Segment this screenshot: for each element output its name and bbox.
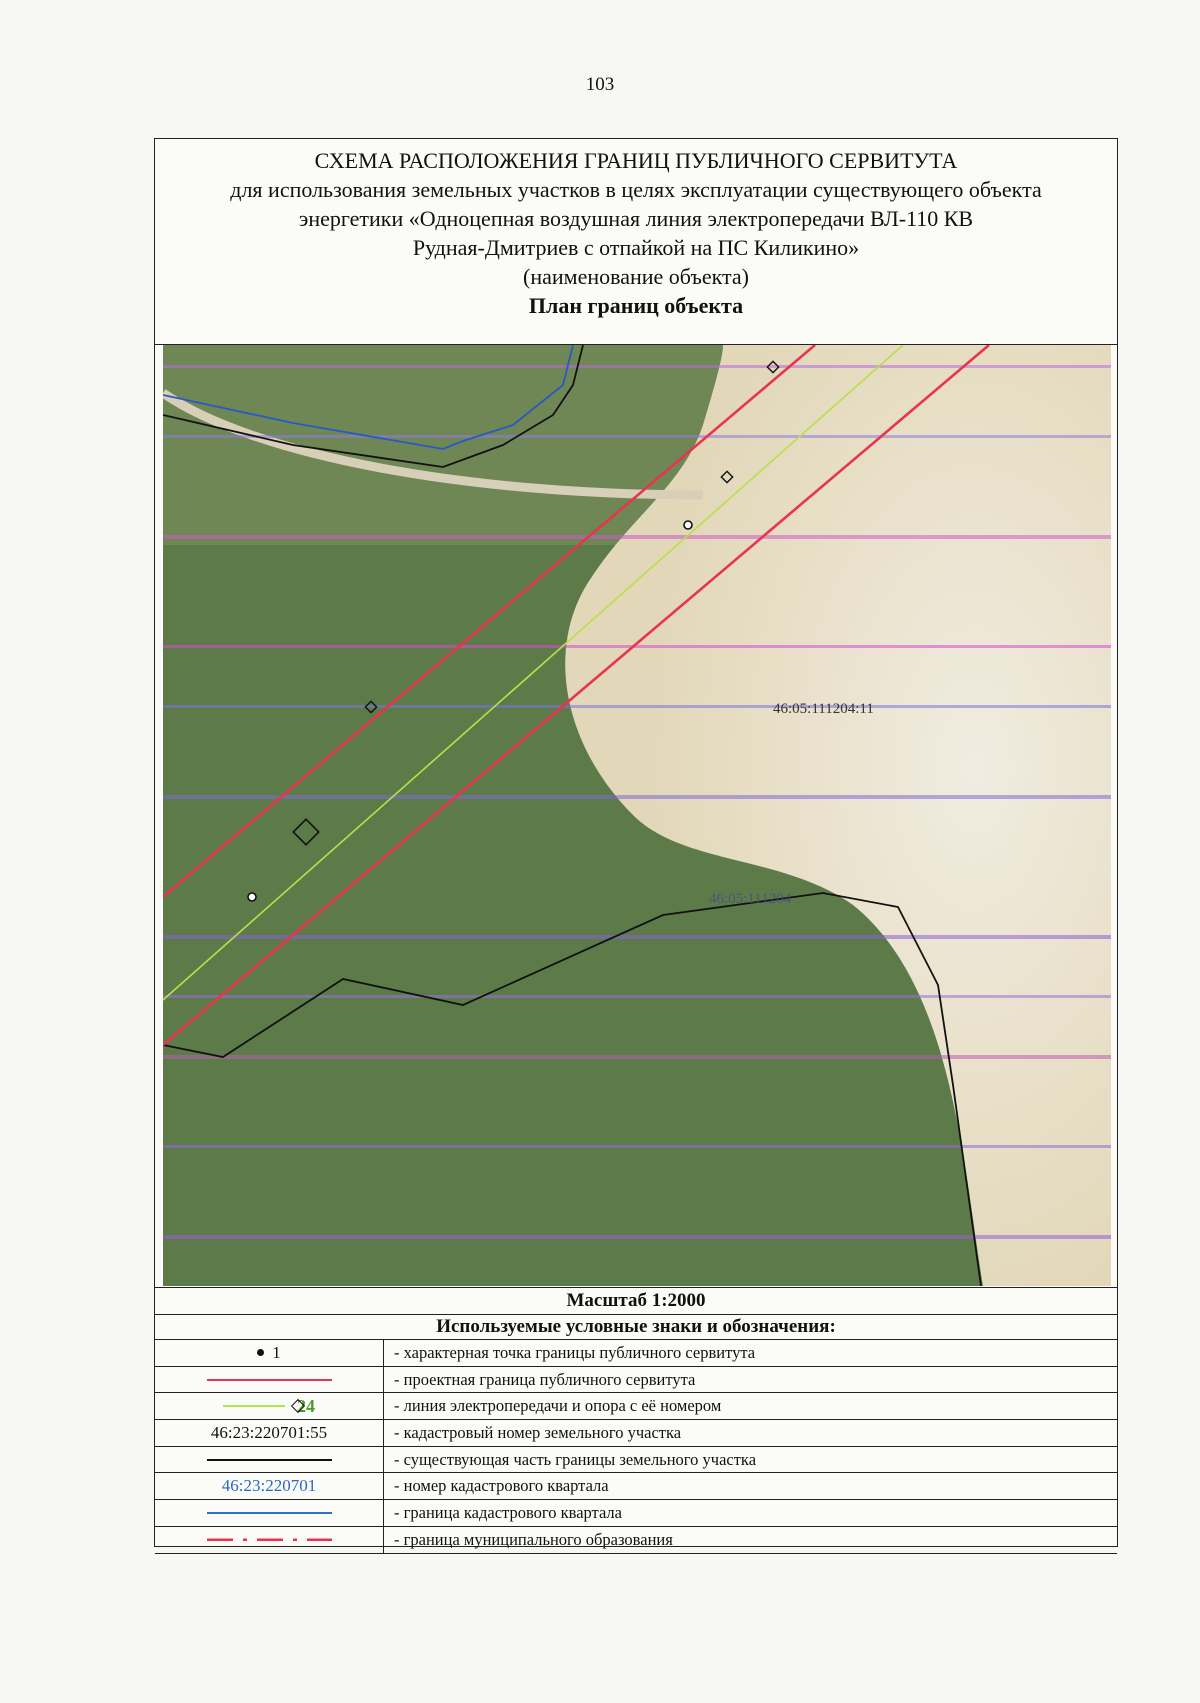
legend (155, 1287, 1117, 1554)
quarter-number-sample: 46:23:220701 (155, 1473, 384, 1499)
title-line-4: Рудная-Дмитриев с отпайкой на ПС Киликино» (412, 235, 860, 260)
blue-line-icon (207, 1512, 332, 1514)
parcel-label-1: 46:05:111204:11 (773, 701, 874, 717)
parcel-label-2: 46:05:111204 (709, 891, 792, 907)
scale-label: Масштаб 1:2000 (155, 1287, 1117, 1315)
legend-heading: Используемые условные знаки и обозначения: (155, 1315, 1117, 1340)
legend-row-quarter-boundary (155, 1500, 1117, 1527)
legend-text: - проектная граница публичного сервитута (394, 1369, 696, 1389)
title-line-1: СХЕМА РАСПОЛОЖЕНИЯ ГРАНИЦ ПУБЛИЧНОГО СЕРВИТУТА (314, 148, 958, 173)
servitude-point-icon (248, 893, 256, 901)
map-area (163, 345, 1111, 1286)
parcel-number-sample: 46:23:220701:55 (155, 1420, 384, 1446)
legend-text: - номер кадастрового квартала (394, 1476, 609, 1496)
legend-text: - кадастровый номер земельного участка (394, 1423, 682, 1443)
page-number: 103 (585, 74, 615, 95)
legend-row-parcel-number (155, 1420, 1117, 1447)
legend-row-servitude (155, 1367, 1117, 1394)
legend-text: - граница кадастрового квартала (394, 1503, 622, 1523)
title-block (155, 139, 1117, 345)
title-line-3: энергетики «Одноцепная воздушная линия электропередачи ВЛ-110 КВ (298, 206, 974, 231)
legend-row-quarter-number (155, 1473, 1117, 1500)
servitude-point-icon (684, 521, 692, 529)
title-line-2: для использования земельных участков в целях эксплуатации существующего объекта (230, 177, 1042, 202)
legend-row-point (155, 1340, 1117, 1367)
red-line-icon (207, 1379, 332, 1381)
legend-row-municipal-boundary (155, 1527, 1117, 1554)
legend-row-power-line (155, 1393, 1117, 1420)
map-svg (163, 345, 1111, 1286)
legend-text: - характерная точка границы публичного сервитута (394, 1343, 756, 1362)
point-number: 1 (272, 1342, 281, 1362)
green-line-icon (223, 1405, 285, 1407)
scheme-frame (154, 138, 1118, 1547)
support-number: 24 (297, 1395, 315, 1416)
dash-dot-line-icon (207, 1538, 332, 1541)
legend-text: - линия электропередачи и опора с её номером (394, 1396, 722, 1416)
black-line-icon (207, 1459, 332, 1461)
legend-row-parcel-boundary (155, 1447, 1117, 1474)
legend-text: - граница муниципального образования (394, 1529, 673, 1549)
legend-text: - существующая часть границы земельного участка (394, 1449, 757, 1469)
title-line-6: План границ объекта (528, 293, 744, 318)
meadow-area (163, 345, 723, 545)
title-line-5: (наименование объекта) (523, 264, 749, 289)
point-symbol-icon (257, 1349, 264, 1356)
